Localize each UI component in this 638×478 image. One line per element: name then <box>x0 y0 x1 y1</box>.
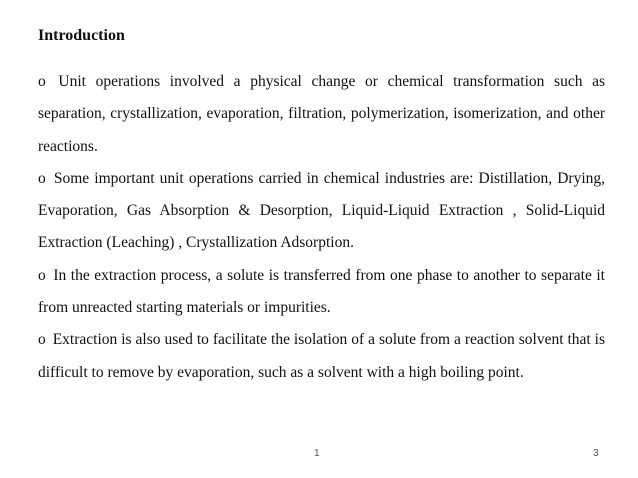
bullet-marker: o <box>38 169 46 187</box>
slide-body <box>38 66 605 389</box>
bullet-marker: o <box>38 73 46 90</box>
bullet-paragraph-3 <box>38 260 605 325</box>
paragraph-text: Some important unit operations carried in chemical industries are: Distillation, Drying, Evaporation, Gas Absorption & Desorption, Liquid-Liquid Extraction , Solid-Liquid Extraction (Leaching) , Crystallization Adsorption. <box>38 169 606 252</box>
paragraph-text: Extraction is also used to facilitate the isolation of a solute from a reaction solvent that is difficult to remove by evaporation, such as a solvent with a high boiling point. <box>38 331 606 381</box>
bullet-marker: o <box>38 266 46 284</box>
page-number-right: 3 <box>593 448 599 459</box>
bullet-paragraph-2 <box>38 163 605 260</box>
bullet-marker: o <box>38 331 46 349</box>
bullet-paragraph-4 <box>38 324 605 389</box>
bullet-paragraph-1 <box>38 66 605 163</box>
slide-title: Introduction <box>38 27 125 44</box>
page-number-center: 1 <box>314 448 320 459</box>
paragraph-text: Unit operations involved a physical change or chemical transformation such as separation, crystallization, evaporation, filtration, polymerization, isomerization, and other reactions. <box>38 73 605 155</box>
paragraph-text: In the extraction process, a solute is transferred from one phase to another to separate it from unreacted starting materials or impurities. <box>38 266 605 317</box>
